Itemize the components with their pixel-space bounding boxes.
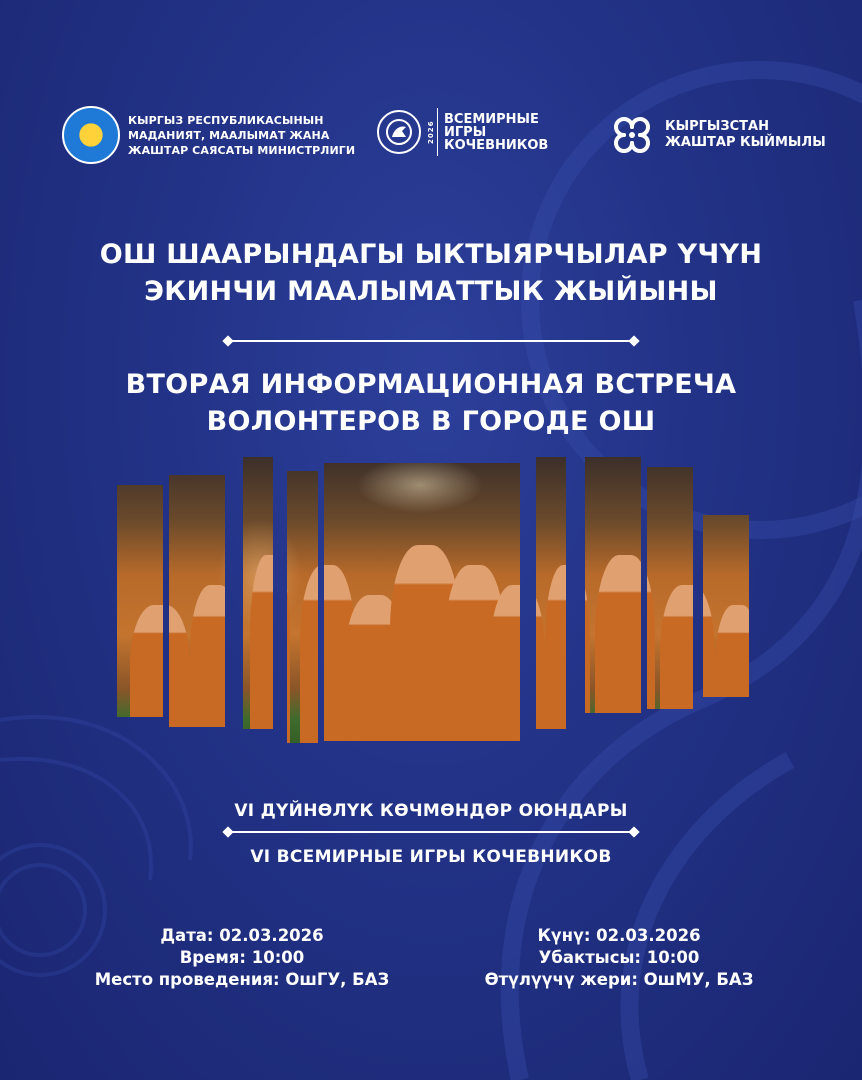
event-date-kyrgyz: Күнү: 02.03.2026 (537, 926, 701, 945)
ministry-logo (62, 106, 355, 164)
ministry-name-line-2: МАДАНИЯТ, МААЛЫМАТ ЖАНА (128, 128, 330, 142)
youth-movement-logo (609, 112, 826, 158)
nomad-games-name (444, 113, 548, 152)
games-name-kyrgyz: VI ДҮЙНӨЛҮК КӨЧМӨНДӨР ОЮНДАРЫ (234, 801, 628, 821)
photo-strip (703, 515, 749, 697)
title-russian-line-1: ВТОРАЯ ИНФОРМАЦИОННАЯ ВСТРЕЧА (125, 369, 737, 400)
photo-strip (117, 485, 163, 717)
nomad-games-line-3: КОЧЕВНИКОВ (444, 137, 549, 153)
title-kyrgyz-line-1: ОШ ШААРЫНДАГЫ ЫКТЫЯРЧЫЛАР ҮЧҮН (99, 239, 763, 270)
volunteers-group-photo (0, 455, 862, 750)
photo-strip (169, 475, 225, 727)
ministry-name-line-1: КЫРГЫЗ РЕСПУБЛИКАСЫНЫН (128, 113, 324, 127)
games-year: 2026 (427, 108, 438, 156)
photo-strip (287, 471, 318, 743)
youth-movement-name (665, 119, 826, 151)
youth-movement-line-2: ЖАШТАР КЫЙМЫЛЫ (665, 135, 826, 150)
nomad-games-line-2: ИГРЫ (444, 124, 487, 140)
youth-movement-line-1: КЫРГЫЗСТАН (665, 119, 769, 134)
title-russian-line-2: ВОЛОНТЕРОВ В ГОРОДЕ ОШ (206, 406, 656, 437)
photo-strip (243, 457, 273, 729)
kyrgyz-emblem-icon (62, 106, 120, 164)
title-kyrgyz-line-2: ЭКИНЧИ МААЛЫМАТТЫК ЖЫЙЫНЫ (144, 276, 718, 307)
title-divider (228, 340, 634, 342)
photo-strip (536, 457, 566, 729)
games-name-russian: VI ВСЕМИРНЫЕ ИГРЫ КОЧЕВНИКОВ (250, 847, 612, 867)
nomad-games-line-1: ВСЕМИРНЫЕ (444, 111, 539, 127)
event-date-russian: Дата: 02.03.2026 (160, 926, 324, 945)
header-logos (0, 106, 862, 170)
ministry-name-line-3: ЖАШТАР САЯСАТЫ МИНИСТРЛИГИ (128, 143, 356, 157)
event-time-russian: Время: 10:00 (179, 948, 305, 967)
title-russian (0, 366, 862, 440)
games-divider (228, 831, 634, 833)
event-place-russian: Место проведения: ОшГУ, БАЗ (94, 970, 390, 989)
event-time-kyrgyz: Убактысы: 10:00 (538, 948, 700, 967)
photo-strip (324, 463, 520, 741)
photo-strip (585, 457, 641, 713)
nomad-games-icon (377, 110, 421, 154)
nomad-games-logo (377, 108, 548, 156)
photo-strip (647, 467, 693, 709)
title-kyrgyz (0, 236, 862, 310)
event-info-russian (52, 925, 432, 991)
event-place-kyrgyz: Өтүлүүчү жери: ОшМУ, БАЗ (484, 970, 754, 989)
event-info-kyrgyz (429, 925, 809, 991)
ornament-icon (609, 112, 655, 158)
ministry-name (128, 113, 355, 158)
